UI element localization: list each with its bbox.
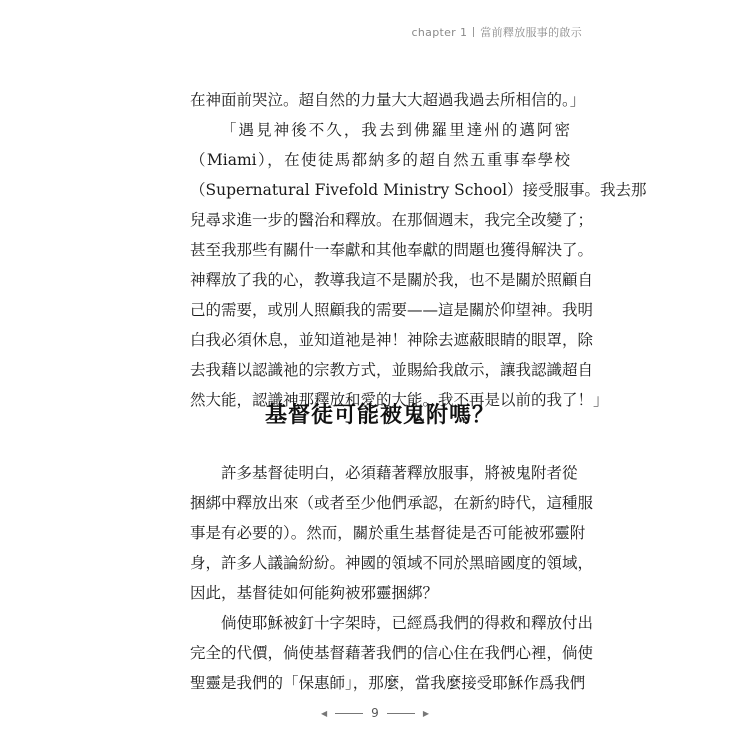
chapter-label: chapter: [411, 26, 456, 39]
folio-rule-right: [387, 713, 415, 714]
text-line: 兒尋求進一步的醫治和釋放。在那個週末，我完全改變了；: [190, 211, 594, 229]
text-line: 去我藉以認識祂的宗教方式，並賜給我啟示，讓我認識超自: [190, 361, 594, 379]
text-line: 甚至我那些有關什一奉獻和其他奉獻的問題也獲得解決了。: [190, 241, 594, 259]
running-head: [412, 24, 582, 40]
page-folio: [0, 706, 750, 720]
folio-arrow-left-icon: ◀: [321, 709, 328, 718]
text-line: 在神面前哭泣。超自然的力量大大超過我過去所相信的。」: [190, 91, 586, 109]
text-line: 神釋放了我的心，教導我這不是關於我，也不是關於照顧自: [190, 271, 594, 289]
text-line: 然大能，認識神那釋放和愛的大能。我不再是以前的我了！」: [190, 391, 609, 409]
body-text-top: [190, 85, 647, 415]
running-head-divider: [473, 27, 474, 37]
text-line: 己的需要，或別人照顧我的需要——這是關於仰望神。我明: [190, 301, 594, 319]
text-line: 捆綁中釋放出來（或者至少他們承認，在新約時代，這種服: [190, 494, 594, 512]
text-line: （Supernatural Fivefold Ministry School）接受服事。我去那: [190, 181, 647, 199]
body-text-bottom: [190, 458, 594, 698]
text-line: （Miami），在使徒馬都納多的超自然五重事奉學校: [190, 151, 570, 169]
text-line: 「遇見神後不久，我去到佛羅里達州的邁阿密: [221, 121, 570, 139]
text-line: 因此，基督徒如何能夠被邪靈捆綁？: [190, 584, 439, 602]
text-line: 事是有必要的）。然而，關於重生基督徒是否可能被邪靈附: [190, 524, 586, 542]
text-line: 倘使耶穌被釘十字架時，已經爲我們的得救和釋放付出: [221, 614, 594, 632]
text-line: 白我必須休息，並知道祂是神！神除去遮蔽眼睛的眼罩，除: [190, 331, 594, 349]
folio-rule-left: [335, 713, 363, 714]
text-line: 許多基督徒明白，必須藉著釋放服事，將被鬼附者從: [221, 464, 578, 482]
text-line: 身，許多人議論紛紛。神國的領域不同於黑暗國度的領域，: [190, 554, 594, 572]
text-line: 聖靈是我們的「保惠師」，那麼，當我麼接受耶穌作爲我們: [190, 674, 586, 692]
chapter-number: 1: [459, 26, 468, 39]
section-heading: 基督徒可能被鬼附嗎？: [264, 403, 495, 428]
page-number: 9: [371, 706, 379, 720]
folio-arrow-right-icon: ▶: [422, 709, 429, 718]
chapter-title: 當前釋放服事的啟示: [480, 26, 582, 39]
text-line: 完全的代價，倘使基督藉著我們的信心住在我們心裡，倘使: [190, 644, 594, 662]
